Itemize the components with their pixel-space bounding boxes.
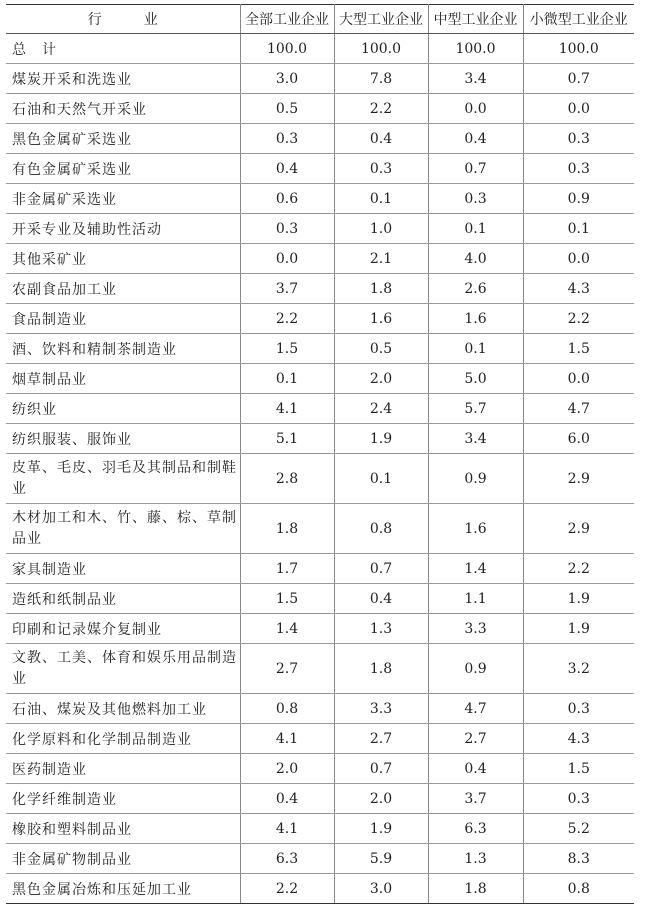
table-row	[6, 64, 634, 94]
value-small-micro: 0.0	[523, 364, 634, 394]
value-medium: 1.1	[428, 584, 523, 614]
value-small-micro: 0.3	[523, 784, 634, 814]
value-small-micro: 1.5	[523, 334, 634, 364]
value-all: 0.1	[240, 364, 334, 394]
value-large: 0.4	[334, 584, 428, 614]
value-large: 0.1	[334, 454, 428, 504]
value-large: 0.5	[334, 334, 428, 364]
value-small-micro: 0.0	[523, 94, 634, 124]
value-small-micro: 0.3	[523, 694, 634, 724]
table-row	[6, 554, 634, 584]
table-row	[6, 504, 634, 554]
value-large: 1.6	[334, 304, 428, 334]
value-small-micro: 4.7	[523, 394, 634, 424]
value-small-micro: 1.9	[523, 584, 634, 614]
value-medium: 4.7	[428, 694, 523, 724]
value-medium: 5.7	[428, 394, 523, 424]
value-small-micro: 2.9	[523, 504, 634, 554]
value-all: 4.1	[240, 394, 334, 424]
header-medium-enterprises: 中型工业企业	[428, 5, 523, 34]
industry-name: 烟草制品业	[6, 364, 240, 394]
value-all: 2.2	[240, 874, 334, 904]
table-row	[6, 364, 634, 394]
value-medium: 1.6	[428, 304, 523, 334]
value-medium: 100.0	[428, 34, 523, 64]
table-row	[6, 304, 634, 334]
value-all: 100.0	[240, 34, 334, 64]
value-large: 0.4	[334, 124, 428, 154]
industry-share-table	[6, 4, 634, 904]
value-small-micro: 3.2	[523, 644, 634, 694]
value-large: 2.1	[334, 244, 428, 274]
table-row	[6, 214, 634, 244]
table-row	[6, 724, 634, 754]
industry-name: 纺织服装、服饰业	[6, 424, 240, 454]
value-medium: 1.3	[428, 844, 523, 874]
value-medium: 0.3	[428, 184, 523, 214]
value-all: 3.0	[240, 64, 334, 94]
industry-name: 家具制造业	[6, 554, 240, 584]
value-small-micro: 6.0	[523, 424, 634, 454]
table-row	[6, 94, 634, 124]
value-all: 0.0	[240, 244, 334, 274]
value-large: 1.9	[334, 424, 428, 454]
value-small-micro: 100.0	[523, 34, 634, 64]
value-medium: 0.9	[428, 454, 523, 504]
value-medium: 1.4	[428, 554, 523, 584]
industry-name: 印刷和记录媒介复制业	[6, 614, 240, 644]
table-row	[6, 614, 634, 644]
value-large: 0.8	[334, 504, 428, 554]
header-small-micro-enterprises: 小微型工业企业	[523, 5, 634, 34]
table-row	[6, 814, 634, 844]
value-small-micro: 4.3	[523, 724, 634, 754]
table-row	[6, 394, 634, 424]
value-medium: 6.3	[428, 814, 523, 844]
value-all: 0.8	[240, 694, 334, 724]
value-small-micro: 2.2	[523, 304, 634, 334]
value-small-micro: 1.5	[523, 754, 634, 784]
industry-name: 石油和天然气开采业	[6, 94, 240, 124]
value-medium: 4.0	[428, 244, 523, 274]
value-all: 2.8	[240, 454, 334, 504]
table-row	[6, 184, 634, 214]
value-all: 0.4	[240, 154, 334, 184]
value-large: 1.0	[334, 214, 428, 244]
value-small-micro: 0.3	[523, 154, 634, 184]
value-all: 1.5	[240, 334, 334, 364]
industry-name: 纺织业	[6, 394, 240, 424]
value-medium: 0.1	[428, 214, 523, 244]
industry-name: 开采专业及辅助性活动	[6, 214, 240, 244]
header-all-enterprises: 全部工业企业	[240, 5, 334, 34]
value-all: 0.3	[240, 124, 334, 154]
value-all: 0.6	[240, 184, 334, 214]
value-large: 100.0	[334, 34, 428, 64]
industry-name: 煤炭开采和洗选业	[6, 64, 240, 94]
value-medium: 3.3	[428, 614, 523, 644]
value-all: 1.8	[240, 504, 334, 554]
industry-name: 黑色金属冶炼和压延加工业	[6, 874, 240, 904]
value-large: 1.9	[334, 814, 428, 844]
table-header	[6, 5, 634, 34]
value-medium: 0.0	[428, 94, 523, 124]
value-large: 3.3	[334, 694, 428, 724]
value-medium: 5.0	[428, 364, 523, 394]
table-row	[6, 244, 634, 274]
value-large: 2.4	[334, 394, 428, 424]
value-all: 4.1	[240, 724, 334, 754]
table-row	[6, 454, 634, 504]
table-row	[6, 124, 634, 154]
value-all: 0.3	[240, 214, 334, 244]
total-row	[6, 34, 634, 64]
industry-name: 医药制造业	[6, 754, 240, 784]
value-all: 0.5	[240, 94, 334, 124]
table-row	[6, 274, 634, 304]
industry-name: 总 计	[6, 34, 240, 64]
value-medium: 3.4	[428, 64, 523, 94]
header-large-enterprises: 大型工业企业	[334, 5, 428, 34]
value-medium: 0.1	[428, 334, 523, 364]
table-row	[6, 334, 634, 364]
industry-name: 农副食品加工业	[6, 274, 240, 304]
value-medium: 3.4	[428, 424, 523, 454]
value-small-micro: 0.0	[523, 244, 634, 274]
table-row	[6, 424, 634, 454]
value-all: 4.1	[240, 814, 334, 844]
industry-name: 酒、饮料和精制茶制造业	[6, 334, 240, 364]
value-large: 2.2	[334, 94, 428, 124]
value-small-micro: 4.3	[523, 274, 634, 304]
value-medium: 1.8	[428, 874, 523, 904]
table-row	[6, 754, 634, 784]
industry-name: 其他采矿业	[6, 244, 240, 274]
industry-name: 皮革、毛皮、羽毛及其制品和制鞋业	[6, 454, 240, 504]
value-small-micro: 0.1	[523, 214, 634, 244]
value-medium: 0.4	[428, 124, 523, 154]
value-large: 2.0	[334, 784, 428, 814]
value-small-micro: 0.9	[523, 184, 634, 214]
industry-name: 食品制造业	[6, 304, 240, 334]
value-all: 5.1	[240, 424, 334, 454]
industry-name: 非金属矿物制品业	[6, 844, 240, 874]
industry-name: 造纸和纸制品业	[6, 584, 240, 614]
header-row	[6, 5, 634, 34]
table-row	[6, 874, 634, 904]
value-large: 0.7	[334, 754, 428, 784]
value-all: 0.4	[240, 784, 334, 814]
value-all: 2.2	[240, 304, 334, 334]
value-large: 2.0	[334, 364, 428, 394]
value-medium: 0.9	[428, 644, 523, 694]
value-all: 2.7	[240, 644, 334, 694]
value-small-micro: 5.2	[523, 814, 634, 844]
industry-name: 化学纤维制造业	[6, 784, 240, 814]
value-small-micro: 1.9	[523, 614, 634, 644]
value-small-micro: 2.2	[523, 554, 634, 584]
value-medium: 1.6	[428, 504, 523, 554]
industry-name: 有色金属矿采选业	[6, 154, 240, 184]
value-medium: 3.7	[428, 784, 523, 814]
value-all: 6.3	[240, 844, 334, 874]
value-large: 1.8	[334, 274, 428, 304]
table-body	[6, 34, 634, 904]
value-all: 2.0	[240, 754, 334, 784]
value-large: 1.3	[334, 614, 428, 644]
value-small-micro: 2.9	[523, 454, 634, 504]
table-row	[6, 694, 634, 724]
industry-name: 木材加工和木、竹、藤、棕、草制品业	[6, 504, 240, 554]
value-small-micro: 8.3	[523, 844, 634, 874]
value-large: 0.3	[334, 154, 428, 184]
value-all: 1.5	[240, 584, 334, 614]
value-all: 3.7	[240, 274, 334, 304]
header-industry: 行 业	[6, 5, 240, 34]
value-small-micro: 0.8	[523, 874, 634, 904]
value-large: 5.9	[334, 844, 428, 874]
value-large: 0.1	[334, 184, 428, 214]
value-all: 1.4	[240, 614, 334, 644]
value-medium: 2.7	[428, 724, 523, 754]
table-row	[6, 644, 634, 694]
industry-name: 橡胶和塑料制品业	[6, 814, 240, 844]
value-large: 7.8	[334, 64, 428, 94]
value-large: 0.7	[334, 554, 428, 584]
industry-name: 文教、工美、体育和娱乐用品制造业	[6, 644, 240, 694]
value-large: 2.7	[334, 724, 428, 754]
value-large: 1.8	[334, 644, 428, 694]
table-row	[6, 154, 634, 184]
industry-name: 石油、煤炭及其他燃料加工业	[6, 694, 240, 724]
value-medium: 0.4	[428, 754, 523, 784]
industry-name: 黑色金属矿采选业	[6, 124, 240, 154]
value-small-micro: 0.3	[523, 124, 634, 154]
table-row	[6, 584, 634, 614]
table-row	[6, 784, 634, 814]
industry-name: 化学原料和化学制品制造业	[6, 724, 240, 754]
value-medium: 2.6	[428, 274, 523, 304]
value-medium: 0.7	[428, 154, 523, 184]
value-small-micro: 0.7	[523, 64, 634, 94]
value-large: 3.0	[334, 874, 428, 904]
value-all: 1.7	[240, 554, 334, 584]
industry-name: 非金属矿采选业	[6, 184, 240, 214]
table-row	[6, 844, 634, 874]
